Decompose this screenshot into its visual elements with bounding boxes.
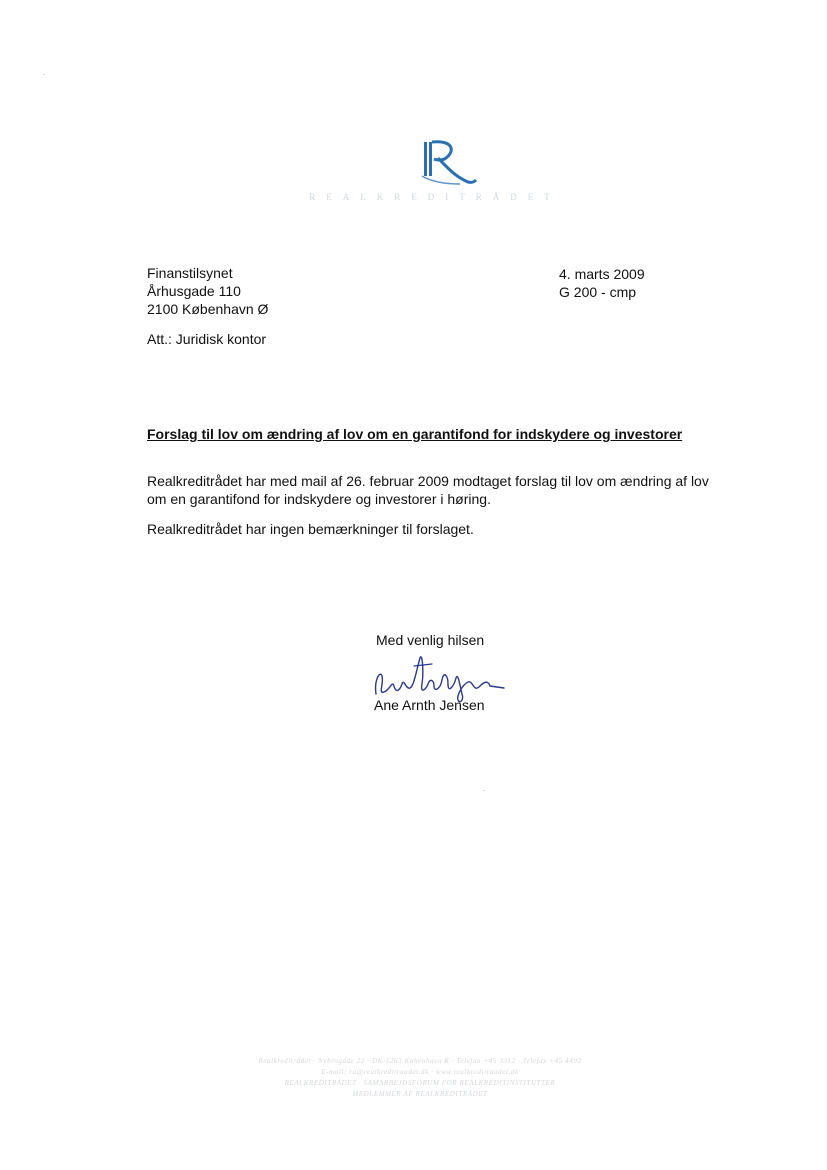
body-paragraph-1: Realkreditrådet har med mail af 26. februar 2009 modtaget forslag til lov om ændring af lov om en garantifond for indskydere og investorer i høring. xyxy=(147,473,709,507)
letter-subject: Forslag til lov om ændring af lov om en garantifond for indskydere og investorer xyxy=(147,426,683,442)
body-paragraph-2: Realkreditrådet har ingen bemærkninger til forslaget. xyxy=(147,521,474,537)
footer-line-4: MEDLEMMER AF REALKREDITRÅDET xyxy=(352,1090,488,1098)
letterhead-footer xyxy=(130,1056,710,1100)
realkreditraadet-logo xyxy=(416,138,480,188)
recipient-attention: Att.: Juridisk kontor xyxy=(147,331,267,347)
recipient-name: Finanstilsynet xyxy=(147,265,233,281)
footer-line-3: REALKREDITRÅDET · SAMARBEJDSFORUM FOR REALKREDITINSTITUTTER xyxy=(284,1079,556,1087)
letter-reference: G 200 - cmp xyxy=(559,284,637,300)
recipient-address xyxy=(147,264,268,318)
recipient-city: 2100 København Ø xyxy=(147,301,269,317)
footer-line-1: Realkreditrådet · Nybrogade 22 · DK-1203 København K · Telefon +45 3312 · Telefax +45 4492 xyxy=(258,1057,582,1065)
signatory-name: Ane Arnth Jensen xyxy=(374,697,485,713)
closing-greeting: Med venlig hilsen xyxy=(376,632,485,648)
recipient-street: Århusgade 110 xyxy=(147,283,241,299)
scan-speck xyxy=(43,74,45,75)
date-reference-block xyxy=(559,265,645,301)
logo-tagline: REALKREDITRÅDET xyxy=(309,192,561,202)
footer-line-2: E-mail: ra@realkreditraadet.dk · www.realkreditraadet.dk xyxy=(321,1068,519,1076)
scan-speck xyxy=(483,790,485,791)
letter-date: 4. marts 2009 xyxy=(559,266,645,282)
